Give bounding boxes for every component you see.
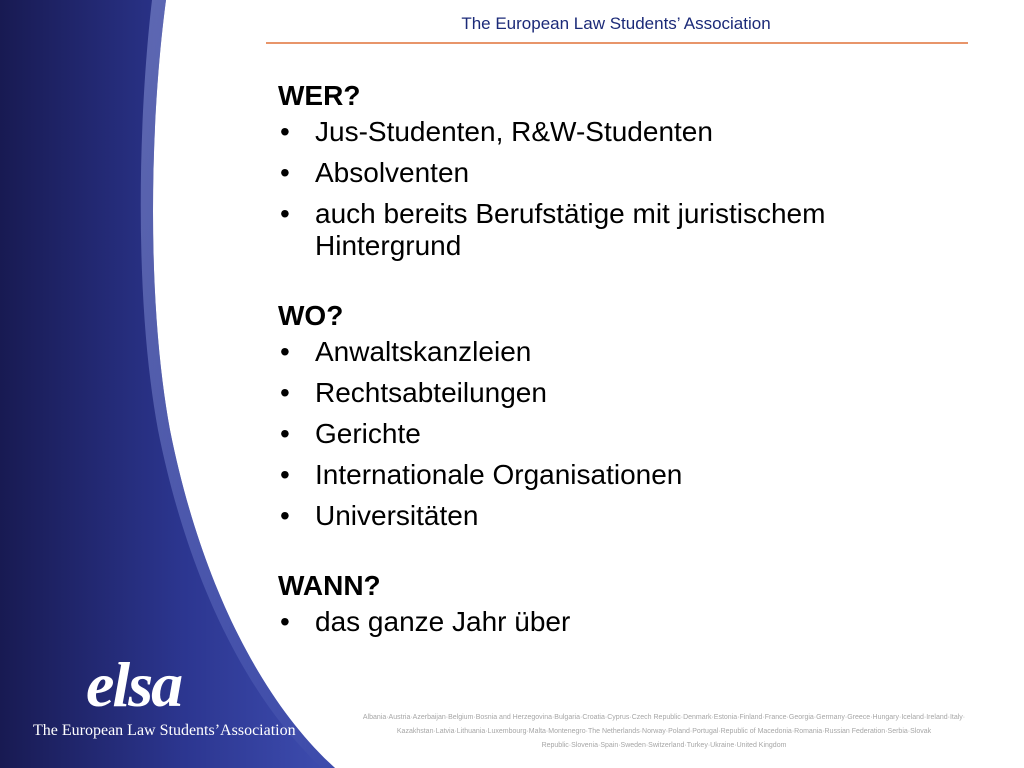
section-heading: WO? [278,300,344,331]
bullet-icon: • [280,377,290,408]
list-item [278,377,958,409]
section-wann [278,568,958,638]
bullet-icon: • [280,336,290,367]
list-item-text: Gerichte [315,418,421,449]
bullet-icon: • [280,198,290,229]
section-wo [278,298,958,532]
slide-content [278,78,958,638]
header-title: The European Law Students’ Association [461,14,771,33]
list-item [278,198,958,262]
countries-line: Kazakhstan·Latvia·Lithuania·Luxembourg·Malta·Montenegro·The Netherlands·Norway·Poland·Portugal·Republic of Macedonia·Romania·Russian Federation·Serbia·Slovak [396,728,932,735]
list-item [278,459,958,491]
list-item-text: Rechtsabteilungen [315,377,547,408]
list-item-text: auch bereits Berufstätige mit juristischem Hintergrund [315,198,826,261]
bullet-icon: • [280,500,290,531]
bullet-icon: • [280,418,290,449]
list-item [278,336,958,368]
list-item-text: Anwaltskanzleien [315,336,532,367]
list-item [278,157,958,189]
bullet-icon: • [280,606,290,637]
list-item-text: Internationale Organisationen [315,459,683,490]
bullet-icon: • [280,116,290,147]
list-item [278,418,958,450]
logo-caption: The European Law Students’Association [33,722,296,739]
list-item [278,606,958,638]
logo-wordmark: elsa [86,649,182,720]
bullet-list [278,336,958,532]
list-item [278,500,958,532]
countries-line: Republic·Slovenia·Spain·Sweden·Switzerland·Turkey·Ukraine·United Kingdom [541,742,787,749]
bullet-icon: • [280,157,290,188]
member-countries [358,711,970,753]
elsa-logo [28,648,296,748]
section-wer [278,78,958,262]
bullet-icon: • [280,459,290,490]
list-item-text: Universitäten [315,500,479,531]
header-divider [266,42,968,44]
bullet-list [278,606,958,638]
list-item [278,116,958,148]
section-heading: WER? [278,80,361,111]
list-item-text: das ganze Jahr über [315,606,571,637]
list-item-text: Absolventen [315,157,470,188]
bullet-list [278,116,958,262]
countries-line: Albania·Austria·Azerbaijan·Belgium·Bosnia and Herzegovina·Bulgaria·Croatia·Cyprus·Czech Republic·Denmark·Estonia·Finland·France·Georgia·Germany·Greece·Hungary·Iceland·Ireland·Italy· [362,714,966,721]
list-item-text: Jus-Studenten, R&W-Studenten [315,116,713,147]
section-heading: WANN? [278,570,381,601]
